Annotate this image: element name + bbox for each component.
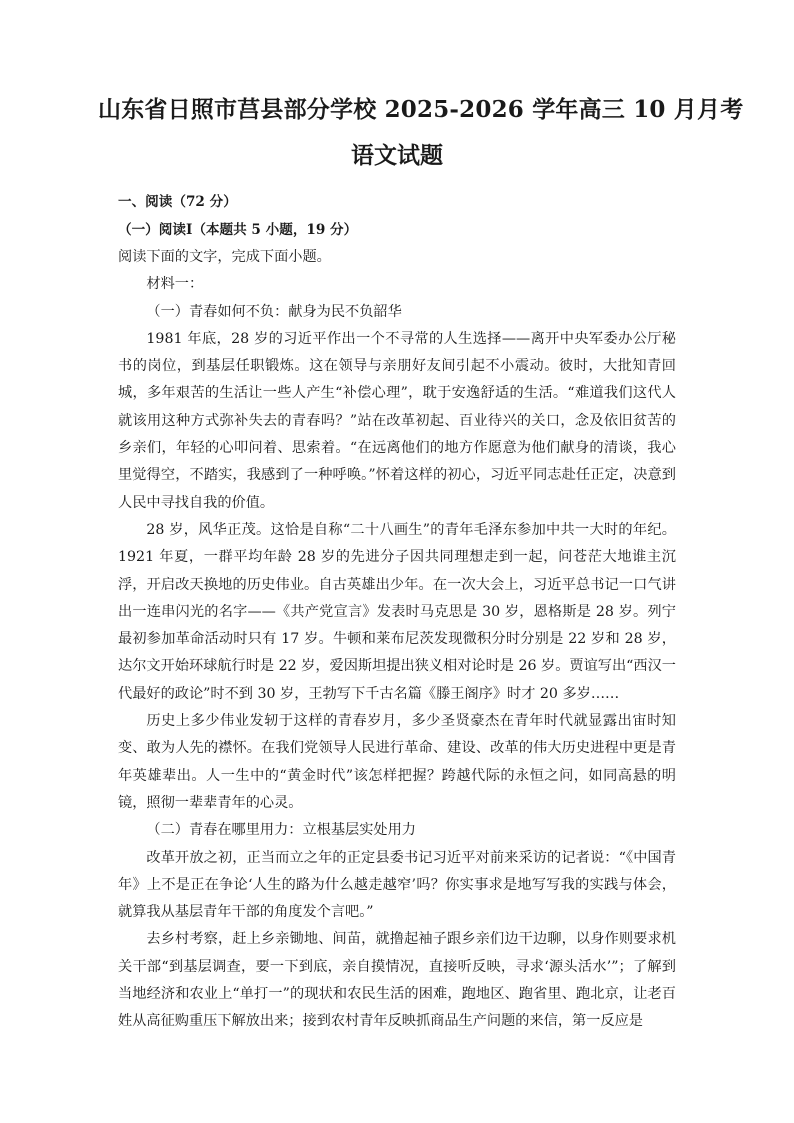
instruction-text: 阅读下面的文字，完成下面小题。 xyxy=(118,249,331,265)
part1-heading: （一）青春如何不负：献身为民不负韶华 xyxy=(146,303,402,320)
subsection-heading: （一）阅读Ⅰ（本题共 5 小题，19 分） xyxy=(118,222,358,238)
paragraph: 1981 年底，28 岁的习近平作出一个不寻常的人生选择——离开中央军委办公厅秘书的岗位，到基层任职锻炼。这在领导与亲朋好友间引起不小震动。彼时，大批知青回城，多年艰苦的生活让一些人产生“补偿心理”，耽于安逸舒适的生活。“难道我们这代人就该用这种方式弥补失去的青春吗？”站在改革初起、百业待兴的关口，念及依旧贫苦的乡亲们，年轻的心叩问着、思索着。“在远离他们的地方作愿意为他们献身的清谈，我心里觉得空，不踏实，我感到了一种呼唤。”怀着这样的初心，习近平同志赴任正定，决意到人民中寻找自我的价值。 xyxy=(118,330,676,511)
paragraph: 改革开放之初，正当而立之年的正定县委书记习近平对前来采访的记者说：“《中国青年》上不是正在争论‘人生的路为什么越走越窄’吗？你实事求是地写写我的实践与体会，就算我从基层青年干部的角度发个言吧。” xyxy=(118,849,676,921)
paragraph: 历史上多少伟业发轫于这样的青春岁月，多少圣贤豪杰在青年时代就显露出宙时知变、敢为人先的襟怀。在我们党领导人民进行革命、建设、改革的伟大历史进程中更是青年英雄辈出。人一生中的“黄金时代”该怎样把握？跨越代际的永恒之问，如同高悬的明镜，照彻一辈辈青年的心灵。 xyxy=(118,713,676,811)
document-title: 山东省日照市莒县部分学校 2025-2026 学年高三 10 月月考 xyxy=(98,96,744,123)
paragraph: 去乡村考察，赶上乡亲锄地、间苗，就撸起袖子跟乡亲们边干边聊，以身作则要求机关干部“到基层调查，要一下到底，亲自摸情况，直接听反映，寻求‘源头活水’”；了解到当地经济和农业上“单打一”的现状和农民生活的困难，跑地区、跑省里、跑北京，让老百姓从高征购重压下解放出来；接到农村青年反映抓商品生产问题的来信，第一反应是 xyxy=(118,931,676,1030)
document-subtitle: 语文试题 xyxy=(351,142,443,169)
part2-heading: （二）青春在哪里用力：立根基层实处用力 xyxy=(146,822,416,839)
paragraph: 28 岁，风华正茂。这恰是自称“二十八画生”的青年毛泽东参加中共一大时的年纪。1921 年夏，一群平均年龄 28 岁的先进分子因共同理想走到一起，问苍茫大地谁主沉浮，开启改天换地的历史伟业。自古英雄出少年。在一次大会上，习近平总书记一口气讲出一连串闪光的名字——《共产党宣言》发表时马克思是 30 岁，恩格斯是 28 岁。列宁最初参加革命活动时只有 17 岁。牛顿和莱布尼茨发现微积分时分别是 22 岁和 28 岁，达尔文开始环球航行时是 22 岁，爱因斯坦提出狭义相对论时是 26 岁。贾谊写出“西汉一代最好的政论”时不到 30 岁，王勃写下千古名篇《滕王阁序》时才 20 多岁…… xyxy=(118,521,676,702)
material-label: 材料一： xyxy=(146,276,204,293)
section-heading: 一、阅读（72 分） xyxy=(118,194,237,210)
